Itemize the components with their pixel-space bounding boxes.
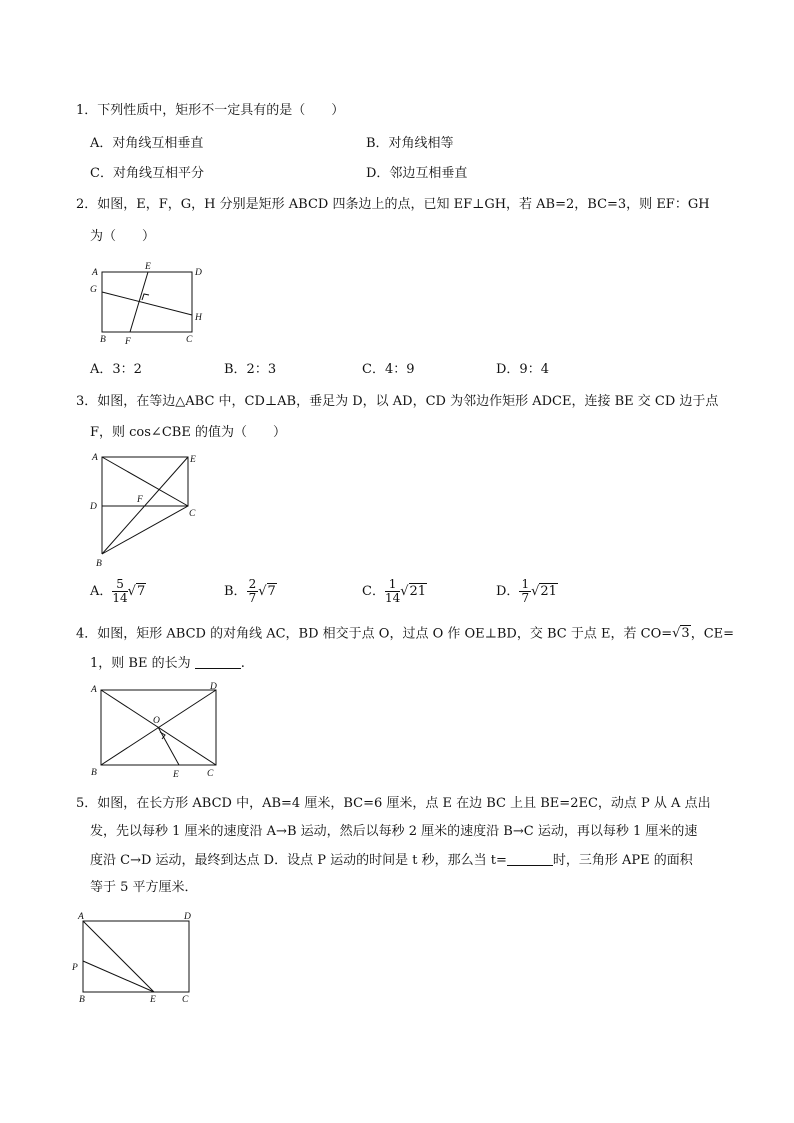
q2-stem-line1: 2．如图，E，F，G，H 分别是矩形 ABCD 四条边上的点，已知 EF⊥GH，若 AB=2，BC=3，则 EF：GH (76, 197, 710, 212)
q2-option-b: B．2：3 (224, 362, 277, 377)
q2-label-f: F (125, 337, 131, 347)
q3-option-b-letter: B． (224, 584, 247, 599)
q4-label-e: E (173, 770, 179, 780)
q5-label-c: C (182, 995, 189, 1005)
q5-label-e: E (150, 995, 156, 1005)
q2-stem-line2: 为（ ） (90, 229, 156, 244)
q3-stem-line1: 3．如图，在等边△ABC 中，CD⊥AB，垂足为 D，以 AD，CD 为邻边作矩形 ADCE，连接 BE 交 CD 边于点 (76, 394, 719, 409)
q2-option-d: D．9：4 (496, 362, 549, 377)
q1-option-a: A．对角线互相垂直 (90, 136, 204, 151)
q3-label-d: D (90, 502, 97, 512)
q3-label-c: C (189, 509, 196, 519)
q4-stem-line2 (90, 656, 245, 672)
q4-label-o: O (153, 716, 160, 726)
q2-label-h: H (195, 313, 202, 323)
q1-option-d: D．邻边互相垂直 (366, 166, 468, 181)
q5-label-a: A (78, 912, 84, 922)
q3-label-e: E (190, 455, 196, 465)
q3-figure (86, 448, 212, 580)
q4-label-c: C (207, 769, 214, 779)
q4-stem-line1-a: 4．如图，矩形 ABCD 的对角线 AC，BD 相交于点 O，过点 O 作 OE⊥BD，交 BC 于点 E，若 CO= (76, 626, 673, 642)
q3-line-bc (102, 506, 188, 554)
q3-option-d-sqrt: √21 (531, 583, 557, 599)
q2-option-c: C．4：9 (362, 362, 415, 377)
q3-label-a: A (92, 453, 98, 463)
q5-answer-blank[interactable] (507, 853, 553, 866)
q5-label-b: B (79, 995, 85, 1005)
q3-option-a-fraction: $\frac{5}{14}$ (112, 577, 128, 605)
q3-option-d-fraction: $\frac{1}{7}$ (521, 577, 530, 605)
q5-line3-b: 时，三角形 APE 的面积 (552, 853, 693, 868)
q4-stem-line1-b: ，CE= (690, 626, 735, 642)
q4-sqrt: √3 (672, 626, 690, 641)
q3-option-c-fraction: $\frac{1}{14}$ (384, 577, 401, 605)
q3-option-b-fraction: $\frac{2}{7}$ (248, 577, 257, 605)
q3-option-a-sqrt: √7 (127, 583, 146, 599)
q5-line3 (90, 853, 693, 869)
q2-label-c: C (186, 335, 193, 345)
q2-label-g: G (90, 285, 97, 295)
q4-label-a: A (91, 685, 97, 695)
q1-option-c: C．对角线互相平分 (90, 166, 204, 181)
q5-line3-a: 度沿 C→D 运动，最终到达点 D．设点 P 运动的时间是 t 秒，那么当 t= (90, 853, 507, 868)
q2-line-ef (130, 272, 148, 332)
q2-label-d: D (195, 268, 202, 278)
q2-right-angle-mark (142, 294, 149, 300)
q4-label-b: B (91, 768, 97, 778)
q4-stem-line2-a: 1，则 BE 的长为 (90, 656, 191, 671)
q1-option-b: B．对角线相等 (366, 136, 454, 151)
q3-option-c (362, 578, 427, 605)
q5-label-d: D (184, 912, 191, 922)
q4-answer-blank[interactable] (195, 656, 241, 669)
q4-stem-line1 (76, 626, 734, 643)
q2-label-a: A (92, 268, 98, 278)
q3-option-a (90, 578, 146, 605)
q3-label-b: B (96, 559, 102, 569)
q2-rectangle (102, 272, 192, 332)
q5-line-ae (83, 921, 154, 992)
q3-option-b (224, 578, 277, 605)
q1-stem: 1．下列性质中，矩形不一定具有的是（ ） (76, 103, 345, 118)
q4-label-d: D (210, 682, 217, 692)
q3-label-f: F (137, 495, 143, 505)
q5-line-pe (83, 961, 154, 992)
q5-line4: 等于 5 平方厘米． (90, 880, 198, 895)
q2-label-b: B (100, 335, 106, 345)
q3-option-a-letter: A． (90, 584, 113, 599)
q5-rectangle (83, 921, 189, 992)
q3-option-c-letter: C． (362, 584, 385, 599)
q3-option-d-letter: D． (496, 584, 520, 599)
q5-line1: 5．如图，在长方形 ABCD 中，AB=4 厘米，BC=6 厘米，点 E 在边 BC 上且 BE=2EC，动点 P 从 A 点出 (76, 796, 711, 811)
q2-figure (86, 258, 212, 352)
q2-option-a: A．3：2 (90, 362, 142, 377)
q3-option-d (496, 578, 558, 605)
q5-line2: 发，先以每秒 1 厘米的速度沿 A→B 运动，然后以每秒 2 厘米的速度沿 B→C 运动，再以每秒 1 厘米的速 (90, 824, 698, 839)
q2-label-e: E (145, 262, 151, 272)
q3-option-b-sqrt: √7 (258, 583, 276, 599)
q2-line-gh (102, 292, 192, 315)
q3-stem-line2: F，则 cos∠CBE 的值为（ ） (90, 425, 286, 440)
q5-label-p: P (72, 963, 78, 973)
q3-line-ac (102, 457, 188, 506)
q4-figure (86, 680, 236, 788)
q5-figure (70, 908, 200, 1012)
q3-option-c-sqrt: √21 (400, 583, 427, 599)
q4-stem-line2-b: . (240, 656, 245, 671)
